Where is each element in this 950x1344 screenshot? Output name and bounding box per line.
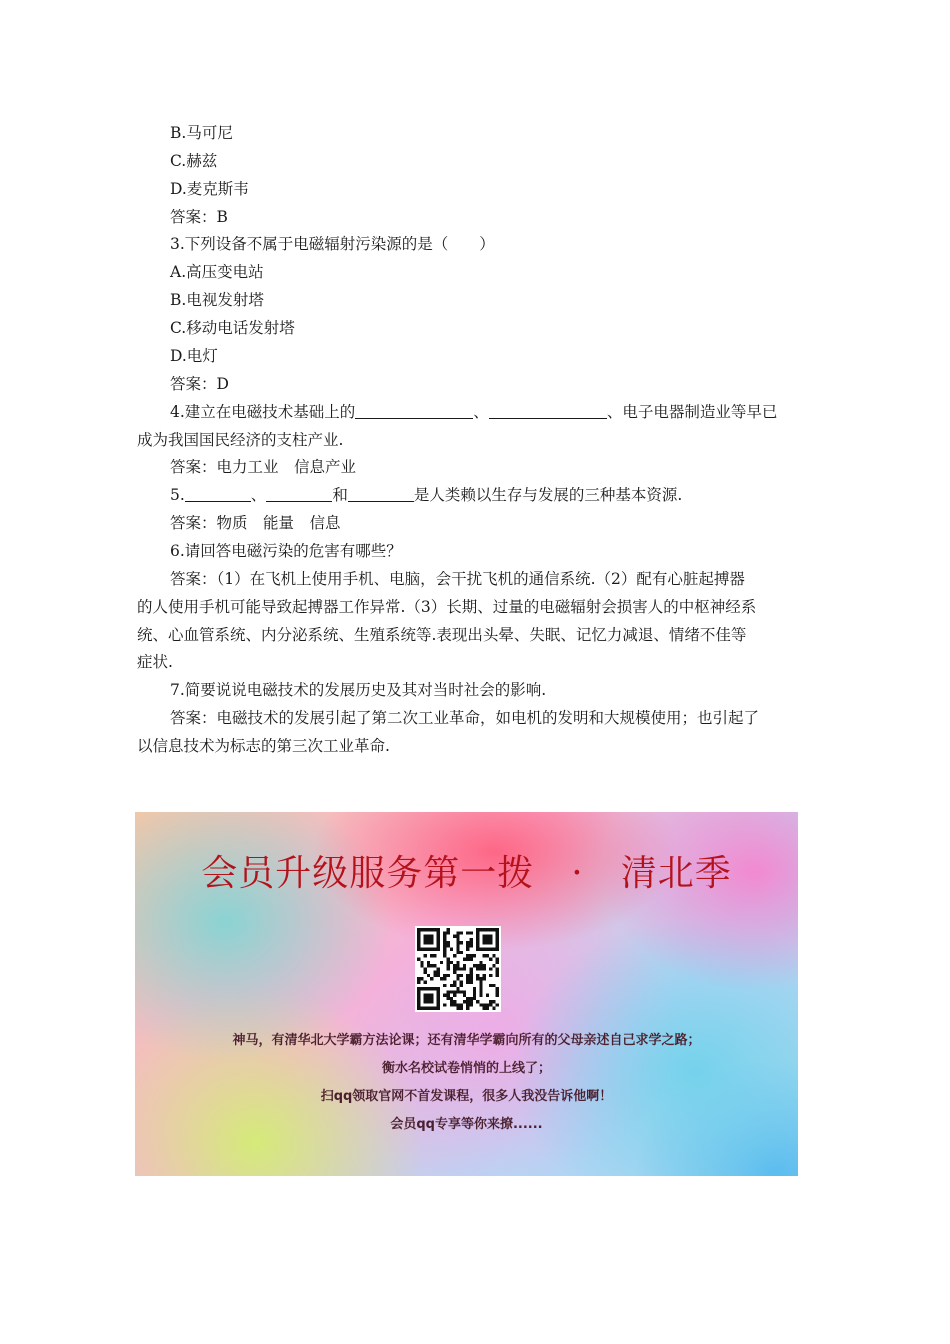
q4-text-end: 、电子电器制造业等早已 xyxy=(606,403,778,421)
q3-option-c: C.移动电话发射塔 xyxy=(170,319,295,337)
question-4-cont: 成为我国国民经济的支柱产业. xyxy=(137,431,344,449)
question-6: 6.请回答电磁污染的危害有哪些？ xyxy=(170,542,402,560)
q3-option-a: A.高压变电站 xyxy=(170,263,264,281)
q4-blank-2 xyxy=(489,403,607,419)
answer-7-line-1: 答案：电磁技术的发展引起了第二次工业革命，如电机的发明和大规模使用；也引起了 xyxy=(170,709,760,727)
banner-title: 会员升级服务第一拨 · 清北季 xyxy=(201,853,732,894)
promo-line-3: 扫qq领取官网不首发课程，很多人我没告诉他啊！ xyxy=(320,1089,613,1104)
q5-blank-3 xyxy=(348,486,414,502)
answer-6-line-3: 统、心血管系统、内分泌系统、生殖系统等.表现出头晕、失眠、记忆力减退、情绪不佳等 xyxy=(137,626,747,644)
q4-blank-1 xyxy=(355,403,473,419)
answer-4: 答案：电力工业 信息产业 xyxy=(170,458,357,476)
qr-code-icon[interactable] xyxy=(415,926,501,1012)
option-d-maxwell: D.麦克斯韦 xyxy=(170,180,249,198)
promo-banner xyxy=(135,812,798,1176)
question-3: 3.下列设备不属于电磁辐射污染源的是（ ） xyxy=(170,235,495,253)
question-7: 7.简要说说电磁技术的发展历史及其对当时社会的影响. xyxy=(170,681,547,699)
q5-text-end: 是人类赖以生存与发展的三种基本资源. xyxy=(413,486,683,504)
answer-6-line-2: 的人使用手机可能导致起搏器工作异常.（3）长期、过量的电磁辐射会损害人的中枢神经系 xyxy=(137,598,757,616)
answer-2: 答案：B xyxy=(170,208,228,226)
answer-5: 答案：物质 能量 信息 xyxy=(170,514,341,532)
answer-6-line-1: 答案：（1）在飞机上使用手机、电脑，会干扰飞机的通信系统.（2）配有心脏起搏器 xyxy=(170,570,745,588)
promo-line-2: 衡水名校试卷悄悄的上线了； xyxy=(381,1061,551,1076)
q5-blank-1 xyxy=(185,486,251,502)
q3-option-b: B.电视发射塔 xyxy=(170,291,264,309)
question-4 xyxy=(170,402,777,422)
q4-text-start: 4.建立在电磁技术基础上的 xyxy=(170,403,356,421)
q4-sep: 、 xyxy=(473,403,489,421)
q3-option-d: D.电灯 xyxy=(170,347,218,365)
q5-sep: 、 xyxy=(250,486,267,504)
option-c-hertz: C.赫兹 xyxy=(170,152,218,170)
answer-3: 答案：D xyxy=(170,375,229,393)
question-5 xyxy=(170,485,682,505)
q5-number: 5. xyxy=(170,486,185,504)
promo-line-4: 会员qq专享等你来撩...... xyxy=(390,1117,543,1132)
answer-6-line-4: 症状. xyxy=(137,653,173,671)
q5-blank-2 xyxy=(266,486,332,502)
q5-and: 和 xyxy=(332,486,348,504)
option-b-marconi: B.马可尼 xyxy=(170,124,233,142)
answer-7-line-2: 以信息技术为标志的第三次工业革命. xyxy=(137,737,390,755)
promo-line-1: 神马，有清华北大学霸方法论课；还有清华学霸向所有的父母亲述自己求学之路； xyxy=(232,1033,701,1048)
